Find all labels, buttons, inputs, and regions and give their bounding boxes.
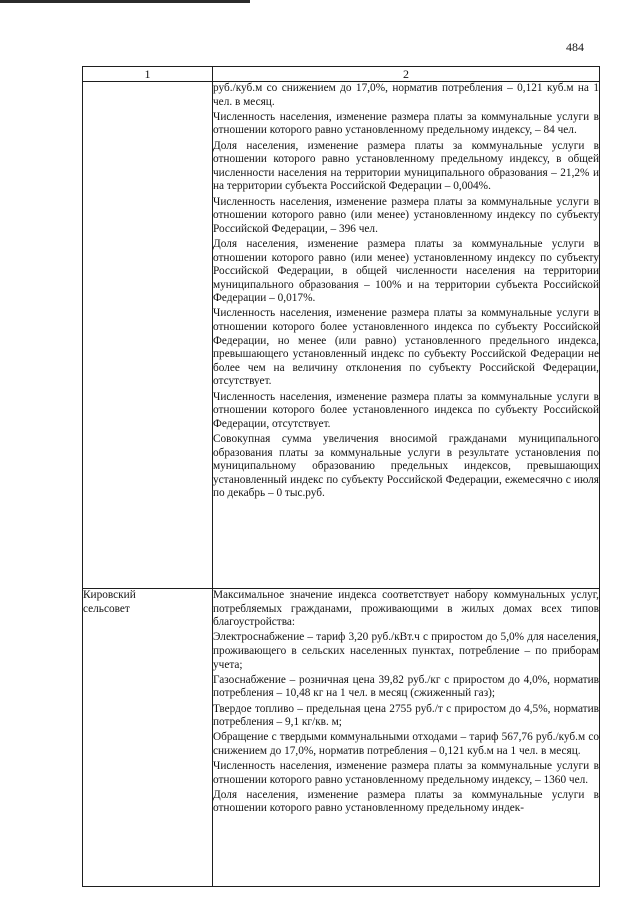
paragraph: Твердое топливо – предельная цена 2755 руб./т с приростом до 4,5%, норматив потребления – 9,1 кг/кв. м; bbox=[213, 702, 599, 729]
description-cell bbox=[213, 82, 600, 589]
paragraph: Совокупная сумма увеличения вносимой гражданами муниципального образования платы за коммунальные услуги в результате установления по муниципальному образованию предельных индексов, превышающих установленный индекс по субъекту Российской Федерации, ежемесячно с июля по декабрь – 0 тыс.руб. bbox=[213, 433, 599, 500]
paragraph: Численность населения, изменение размера платы за коммунальные услуги в отношении которого более установленного индекса по субъекту Российской Федерации, но менее (или равно) установленного предельного индекса, превышающего установленный индекс по субъекту Российской Федерации не более чем на величину отклонения по субъекту Российской Федерации, отсутствует. bbox=[213, 307, 599, 388]
table-row bbox=[83, 589, 600, 887]
paragraph: Численность населения, изменение размера платы за коммунальные услуги в отношении которого равно (или менее) установленному индексу по субъекту Российской Федерации, – 396 чел. bbox=[213, 195, 599, 235]
page-number: 484 bbox=[566, 40, 584, 54]
region-cell bbox=[83, 589, 213, 887]
paragraph: Обращение с твердыми коммунальными отходами – тариф 567,76 руб./куб.м со снижением до 17,0%, норматив потребления – 0,121 куб.м на 1 чел. в месяц. bbox=[213, 731, 599, 757]
paragraph: Численность населения, изменение размера платы за коммунальные услуги в отношении которого равно установленному предельному индексу, – 1360 чел. bbox=[213, 760, 599, 786]
document-table bbox=[82, 66, 600, 887]
region-name: Кировский сельсовет bbox=[83, 589, 136, 615]
paragraph: Численность населения, изменение размера платы за коммунальные услуги в отношении которого более установленного индекса по субъекту Российской Федерации, отсутствует. bbox=[213, 390, 599, 430]
paragraph: Численность населения, изменение размера платы за коммунальные услуги в отношении которого равно установленному предельному индексу, – 84 чел. bbox=[213, 110, 599, 137]
paragraph: Электроснабжение – тариф 3,20 руб./кВт.ч с приростом до 5,0% для населения, проживающего в сельских населенных пунктах, потребление – по приборам учета; bbox=[213, 631, 599, 671]
paragraph: Доля населения, изменение размера платы за коммунальные услуги в отношении которого равно установленному предельному индек- bbox=[213, 788, 599, 815]
paragraph: руб./куб.м со снижением до 17,0%, норматив потребления – 0,121 куб.м на 1 чел. в месяц. bbox=[213, 82, 599, 108]
region-cell bbox=[83, 82, 213, 589]
scan-edge-strip bbox=[0, 0, 250, 3]
description-cell bbox=[213, 589, 600, 887]
paragraph: Газоснабжение – розничная цена 39,82 руб./кг с приростом до 4,0%, норматив потребления – 10,48 кг на 1 чел. в месяц (сжиженный газ); bbox=[213, 673, 599, 700]
description-content bbox=[213, 589, 599, 886]
table-header-row bbox=[83, 67, 600, 82]
column-header-1: 1 bbox=[83, 67, 213, 82]
table-row bbox=[83, 82, 600, 589]
paragraph: Доля населения, изменение размера платы за коммунальные услуги в отношении которого равно установленному предельному индексу, в общей численности населения на территории муниципального образования – 21,2% и на территории субъекта Российской Федерации – 0,004%. bbox=[213, 139, 599, 193]
paragraph: Доля населения, изменение размера платы за коммунальные услуги в отношении которого равно (или менее) установленному индексу по субъекту Российской Федерации, в общей численности населения на территории муниципального образования – 100% и на территории субъекта Российской Федерации – 0,017%. bbox=[213, 237, 599, 305]
column-header-2: 2 bbox=[213, 67, 600, 82]
paragraph: Максимальное значение индекса соответствует набору коммунальных услуг, потребляемых гражданами, проживающими в жилых домах всех типов благоустройства: bbox=[213, 589, 599, 629]
